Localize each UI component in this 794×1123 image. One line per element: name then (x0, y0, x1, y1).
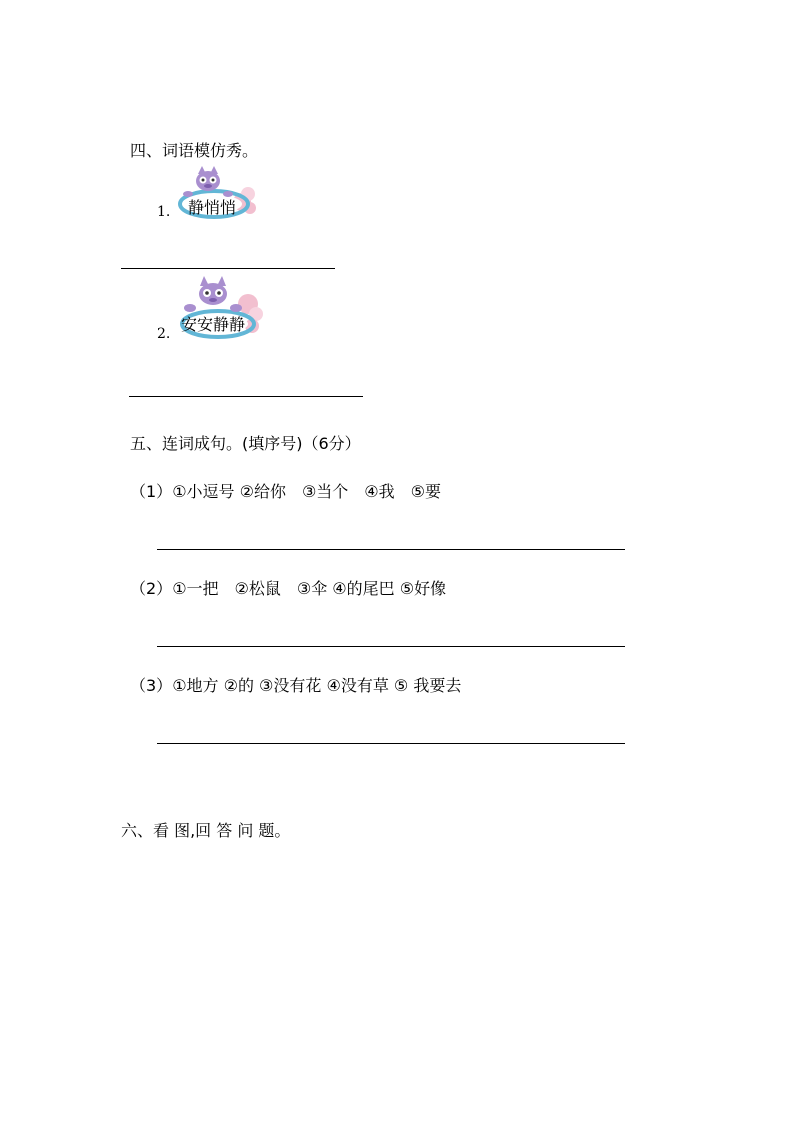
sentence-row-2-answer-line (157, 646, 625, 647)
sentence-row-3-answer-line (157, 743, 625, 744)
sentence-row-2-text: ①一把 ②松鼠 ③伞 ④的尾巴 ⑤好像 (172, 579, 447, 598)
sentence-row-3-text: ①地方 ②的 ③没有花 ④没有草 ⑤ 我要去 (172, 676, 462, 695)
item-2-answer-line (129, 396, 363, 397)
item-1-badge (176, 164, 258, 224)
section-5-heading: 五、连词成句。(填序号)（6分） (130, 434, 361, 453)
sentence-row-1 (130, 482, 441, 502)
sentence-row-3-label: （3） (130, 676, 173, 695)
sentence-row-2 (130, 579, 446, 599)
sentence-row-1-label: （1） (130, 482, 173, 501)
sentence-row-1-text: ①小逗号 ②给你 ③当个 ④我 ⑤要 (172, 482, 441, 501)
sentence-row-1-answer-line (157, 549, 625, 550)
sentence-row-3 (130, 676, 461, 696)
section-6-heading: 六、看 图,回 答 问 题。 (121, 821, 291, 840)
item-1-number: 1. (157, 204, 171, 220)
item-2-number: 2. (157, 326, 171, 342)
item-2-word: 安安静静 (181, 315, 246, 334)
item-2-badge (178, 274, 264, 342)
item-1-word: 静悄悄 (188, 198, 237, 217)
section-4-heading: 四、词语模仿秀。 (130, 141, 259, 160)
sentence-row-2-label: （2） (130, 579, 173, 598)
item-1-answer-line (121, 268, 335, 269)
